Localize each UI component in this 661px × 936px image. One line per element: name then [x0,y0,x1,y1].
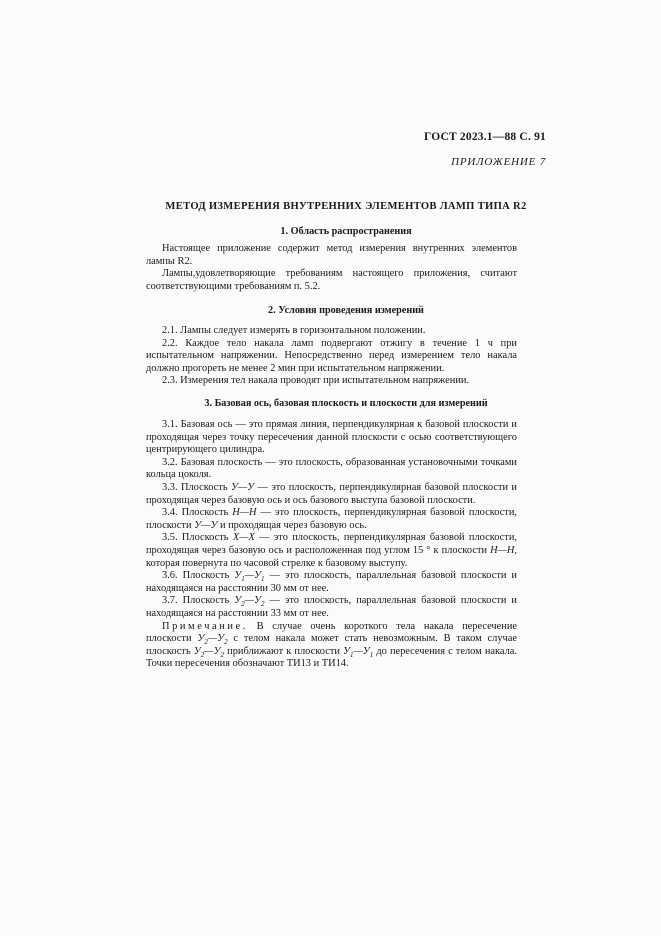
main-title: МЕТОД ИЗМЕРЕНИЯ ВНУТРЕННИХ ЭЛЕМЕНТОВ ЛАМП ТИПА R2 [165,201,527,212]
text-run: — это плоскость, параллельная базовой плоскости и находящаяся на расстоянии 30 мм от нее. [146,570,517,594]
subscript: 2 [220,650,225,659]
symbol-letter: У [234,595,242,607]
text-run: 3.5. Плоскость [162,532,233,544]
symbol-letter: У [253,570,261,582]
text-run: приближают к плоскости [224,645,344,657]
subscript: 2 [204,638,208,647]
text-run: — это плоскость, перпендикулярная базовой плоскости и проходящая через базовую ось и ось базового выступа базовой плоскости. [146,481,517,506]
document-code: ГОСТ 2023.1—88 С. 91 [423,131,546,143]
paragraph: 3.1. Базовая ось — это прямая линия, перпендикулярная к базовой плоскости и проходящая через точку пересечения данной плоскости с осью соответствующего центрирующего цилиндра. [146,419,517,456]
subscript: 1 [241,575,245,584]
section-3-title: 3. Базовая ось, базовая плоскость и плоскости для измерений [204,398,488,409]
plane-symbol [343,646,373,657]
text-run: — это плоскость, перпендикулярная базовой плоскости, плоскости [146,507,517,531]
text-run: которая повернута по часовой стрелке к базовому выступу. [146,557,408,569]
section-2-title: 2. Условия проведения измерений [268,305,424,316]
subscript: 1 [350,650,354,659]
section-1-title: 1. Область распространения [280,226,412,237]
text-run: — это плоскость, параллельная базовой плоскости и находящаяся на расстоянии 33 мм от нее. [146,595,517,619]
symbol-dash: — [207,633,218,645]
subscript: 2 [241,600,245,609]
text-run: 3.7. Плоскость [162,595,235,607]
subscript: 2 [200,650,205,659]
section-3-body [146,419,517,671]
plane-symbol [194,646,224,657]
plane-symbol: Н—Н, [490,544,517,556]
symbol-letter: У [234,570,242,582]
paragraph [146,507,517,532]
note-label: Примечание. [162,620,248,632]
paragraph [146,482,517,507]
subscript: 1 [260,575,265,584]
subscript: 1 [369,650,374,659]
paragraph [146,532,517,570]
symbol-letter: У [362,645,370,657]
paragraph [146,570,517,595]
text-run: до пересечения с телом накала. Точки пересечения обозначают ТИ13 и ТИ14. [146,645,517,670]
symbol-dash: — [244,595,254,607]
plane-symbol [234,595,265,609]
symbol-dash: — [353,645,363,657]
paragraph: Лампы,удовлетворяющие требованиям настоящего приложения, считают соответствующими требованиям п. 5.2. [146,268,517,292]
symbol-dash: — [244,570,254,582]
symbol-letter: У [217,633,225,645]
text-run: и проходящая через базовую ось. [217,519,367,531]
plane-symbol [234,570,265,584]
symbol-letter: У [253,595,261,607]
section-1-body [146,243,517,293]
plane-symbol [197,633,228,647]
paragraph: 2.3. Измерения тел накала проводят при испытательном напряжении. [162,375,470,387]
plane-symbol: Х—Х [232,532,255,544]
text-run: 3.4. Плоскость [162,507,233,519]
subscript: 2 [260,600,265,609]
text-run: — это плоскость, перпендикулярная базовой плоскости, проходящая через базовую ось и расположенная под углом 15 ° к плоскости [146,532,517,556]
symbol-letter: У [197,633,205,645]
plane-symbol: У—У [230,481,255,493]
symbol-letter: У [193,645,201,657]
subscript: 2 [224,638,228,647]
plane-symbol: Н—Н [232,507,257,519]
paragraph [146,595,517,620]
paragraph: 3.2. Базовая плоскость — это плоскость, образованная установочными точками кольца цоколя. [146,456,517,481]
text-run: 3.6. Плоскость [162,570,235,582]
plane-symbol: У—У [194,519,218,531]
paragraph: 2.2. Каждое тело накала ламп подвергают отжигу в течение 1 ч при испытательном напряжении. Непосредственно перед измерением тело накала должно прогореть не менее 2 мин при испытательном напряжении. [146,337,517,374]
text-run: 3.3. Плоскость [162,481,231,493]
symbol-letter: У [343,645,351,657]
paragraph: 2.1. Лампы следует измерять в горизонтальном положении. [162,325,426,336]
text-run: В случае очень короткого тела накала пересечение плоскости [146,620,517,645]
paragraph: Настоящее приложение содержит метод измерения внутренних элементов лампы R2. [146,243,517,267]
note-paragraph [146,621,517,671]
section-2-body [146,325,517,388]
appendix-label: ПРИЛОЖЕНИЕ 7 [451,156,546,168]
symbol-letter: У [213,645,221,657]
symbol-dash: — [204,645,214,657]
text-run: с телом накала может стать невозможным. В таком случае плоскость [146,633,517,657]
